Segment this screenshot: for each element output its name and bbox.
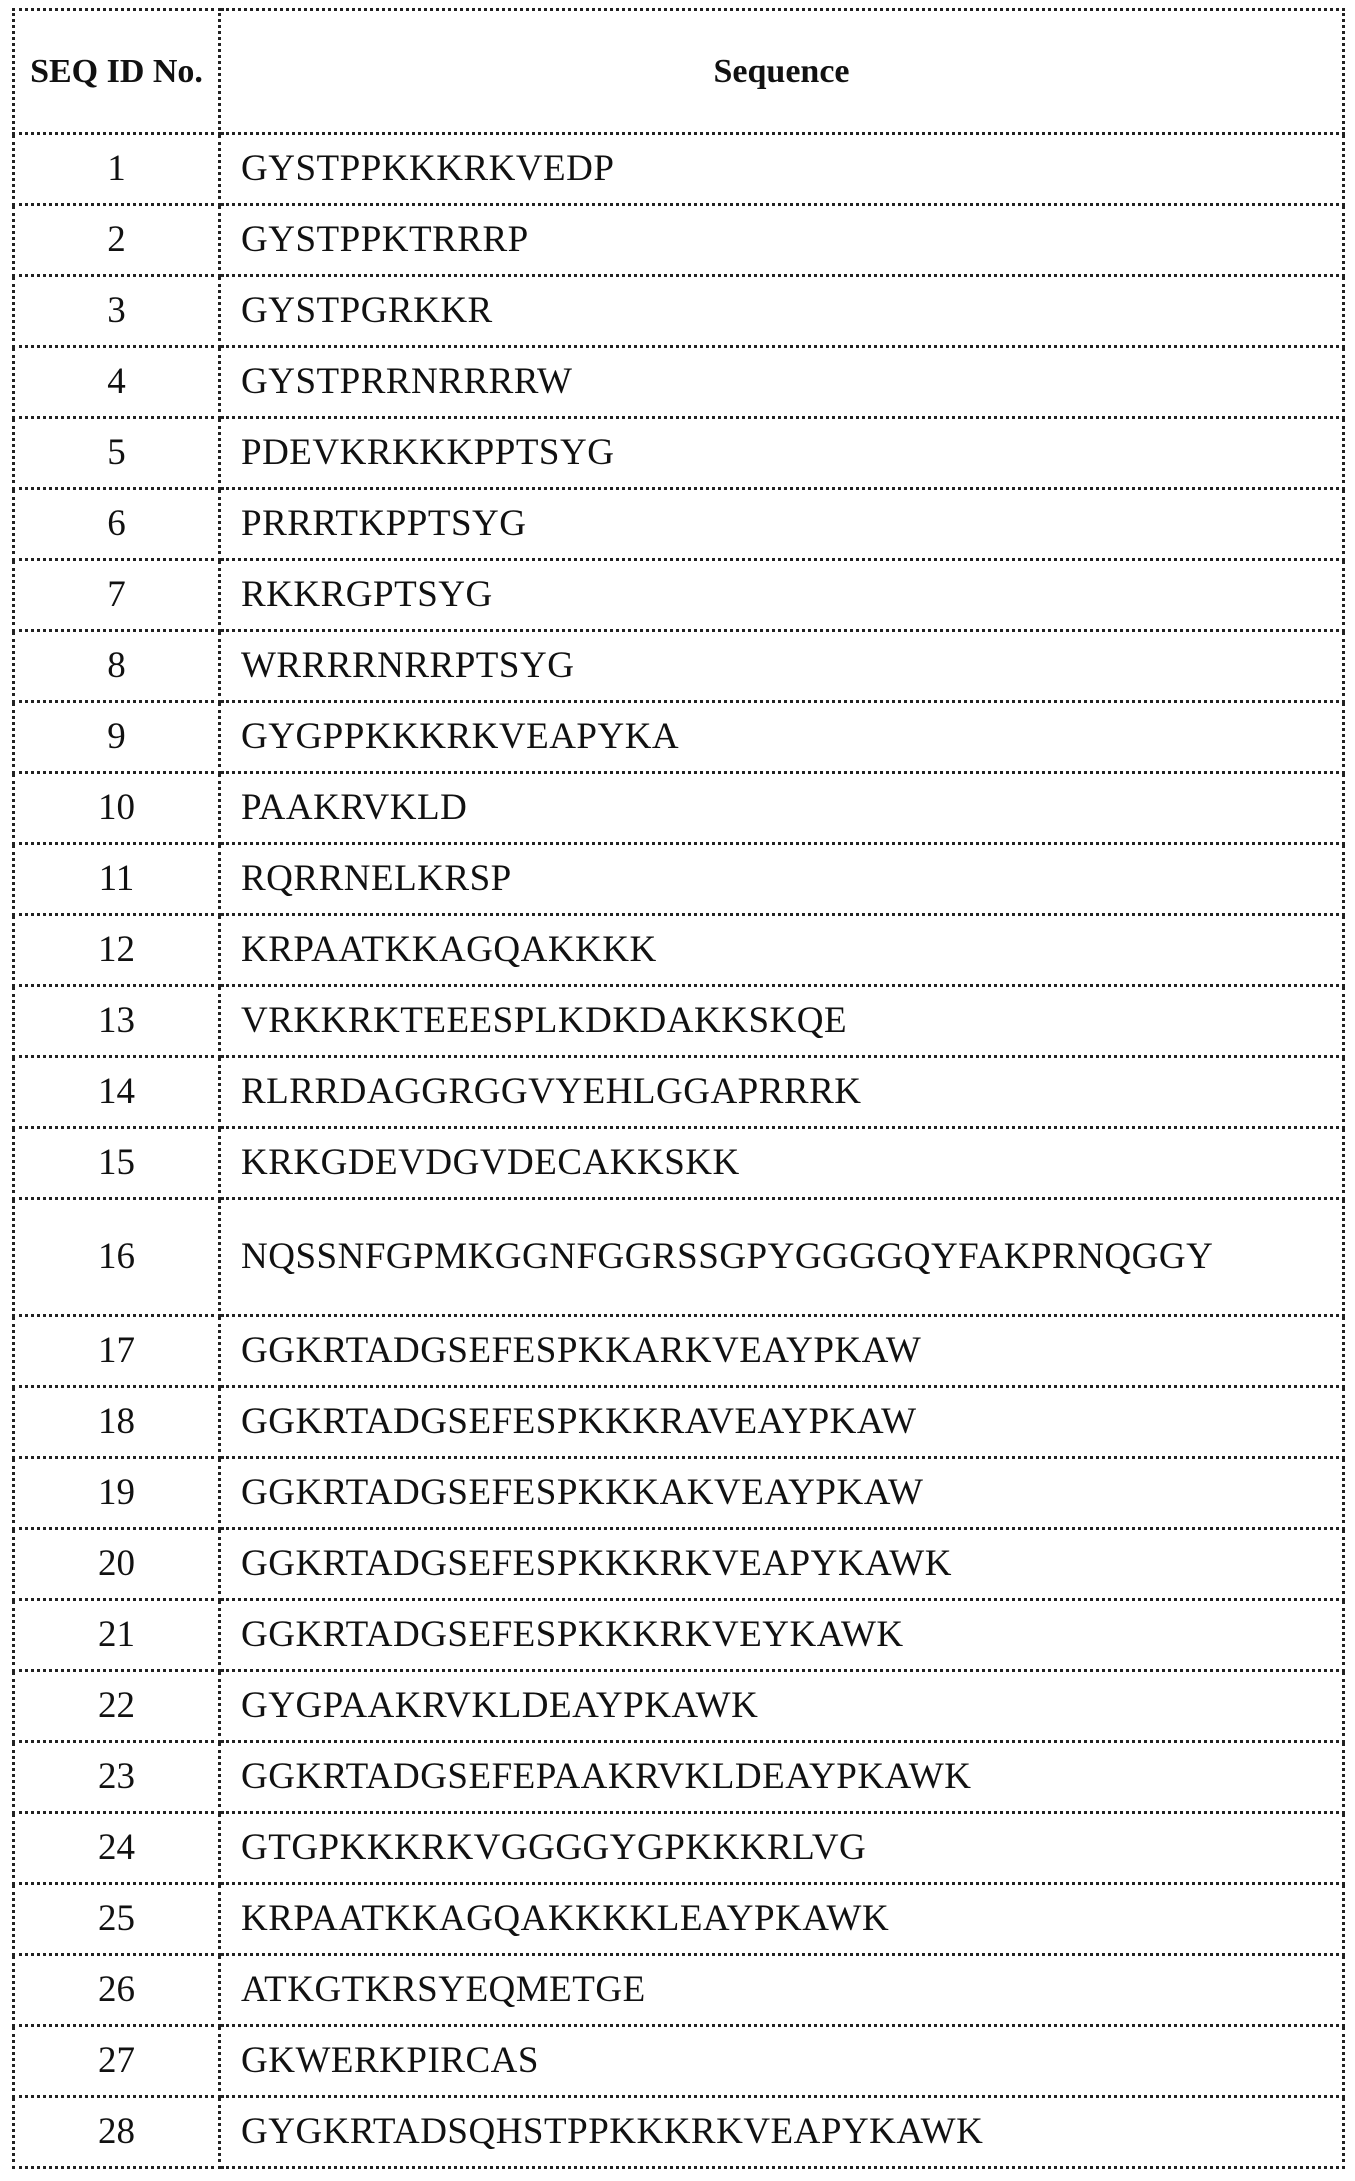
header-sequence: Sequence [220, 10, 1344, 134]
sequence-cell: PAAKRVKLD [220, 773, 1344, 844]
sequence-cell: GYSTPGRKKR [220, 276, 1344, 347]
sequence-cell: RQRRNELKRSP [220, 844, 1344, 915]
sequence-cell: GTGPKKKRKVGGGGYGPKKKRLVG [220, 1813, 1344, 1884]
seq-id-cell: 3 [14, 276, 220, 347]
table-row [14, 489, 1344, 560]
table-body [14, 134, 1344, 2168]
seq-id-cell: 1 [14, 134, 220, 205]
header-row [14, 10, 1344, 134]
seq-id-cell: 8 [14, 631, 220, 702]
sequence-cell: PDEVKRKKKPPTSYG [220, 418, 1344, 489]
table-row [14, 1884, 1344, 1955]
table-row [14, 1199, 1344, 1316]
seq-id-cell: 23 [14, 1742, 220, 1813]
sequence-cell: GGKRTADGSEFESPKKKRKVEYKAWK [220, 1600, 1344, 1671]
sequence-cell: GGKRTADGSEFESPKKKRAVEAYPKAW [220, 1387, 1344, 1458]
seq-id-cell: 14 [14, 1057, 220, 1128]
table-row [14, 276, 1344, 347]
seq-id-cell: 11 [14, 844, 220, 915]
table-row [14, 2097, 1344, 2168]
sequence-cell: NQSSNFGPMKGGNFGGRSSGPYGGGGQYFAKPRNQGGY [220, 1199, 1344, 1316]
table-row [14, 915, 1344, 986]
sequence-cell: GYGKRTADSQHSTPPKKKRKVEAPYKAWK [220, 2097, 1344, 2168]
table-row [14, 1458, 1344, 1529]
table-row [14, 1600, 1344, 1671]
seq-id-cell: 7 [14, 560, 220, 631]
seq-id-cell: 22 [14, 1671, 220, 1742]
seq-id-cell: 10 [14, 773, 220, 844]
header-seq-id: SEQ ID No. [14, 10, 220, 134]
table-row [14, 844, 1344, 915]
table-row [14, 1742, 1344, 1813]
seq-id-cell: 9 [14, 702, 220, 773]
table-row [14, 1955, 1344, 2026]
seq-id-cell: 28 [14, 2097, 220, 2168]
sequence-cell: GYSTPPKKKRKVEDP [220, 134, 1344, 205]
table-row [14, 1671, 1344, 1742]
sequence-cell: GYSTPPKTRRRP [220, 205, 1344, 276]
sequence-cell: KRPAATKKAGQAKKKKLEAYPKAWK [220, 1884, 1344, 1955]
table-row [14, 1128, 1344, 1199]
sequence-cell: GGKRTADGSEFESPKKARKVEAYPKAW [220, 1316, 1344, 1387]
seq-id-cell: 24 [14, 1813, 220, 1884]
sequence-cell: GGKRTADGSEFEPAAKRVKLDEAYPKAWK [220, 1742, 1344, 1813]
table-row [14, 134, 1344, 205]
sequence-cell: GYGPPKKKRKVEAPYKA [220, 702, 1344, 773]
table-row [14, 418, 1344, 489]
table-row [14, 2026, 1344, 2097]
sequence-cell: PRRRTKPPTSYG [220, 489, 1344, 560]
sequence-cell: WRRRRNRRPTSYG [220, 631, 1344, 702]
seq-id-cell: 16 [14, 1199, 220, 1316]
table-row [14, 702, 1344, 773]
seq-id-cell: 17 [14, 1316, 220, 1387]
table-row [14, 1316, 1344, 1387]
sequence-table [12, 8, 1345, 2169]
seq-id-cell: 25 [14, 1884, 220, 1955]
sequence-cell: KRPAATKKAGQAKKKK [220, 915, 1344, 986]
sequence-cell: GKWERKPIRCAS [220, 2026, 1344, 2097]
seq-id-cell: 12 [14, 915, 220, 986]
table-row [14, 1387, 1344, 1458]
table-row [14, 347, 1344, 418]
sequence-cell: VRKKRKTEEESPLKDKDAKKSKQE [220, 986, 1344, 1057]
sequence-cell: GYGPAAKRVKLDEAYPKAWK [220, 1671, 1344, 1742]
sequence-cell: GGKRTADGSEFESPKKKRKVEAPYKAWK [220, 1529, 1344, 1600]
sequence-cell: KRKGDEVDGVDECAKKSKK [220, 1128, 1344, 1199]
sequence-cell: ATKGTKRSYEQMETGE [220, 1955, 1344, 2026]
sequence-cell: RKKRGPTSYG [220, 560, 1344, 631]
seq-id-cell: 5 [14, 418, 220, 489]
seq-id-cell: 21 [14, 1600, 220, 1671]
table-row [14, 986, 1344, 1057]
table-row [14, 773, 1344, 844]
sequence-cell: RLRRDAGGRGGVYEHLGGAPRRRK [220, 1057, 1344, 1128]
sequence-cell: GYSTPRRNRRRRW [220, 347, 1344, 418]
table-row [14, 1529, 1344, 1600]
table-row [14, 1813, 1344, 1884]
table-row [14, 560, 1344, 631]
seq-id-cell: 2 [14, 205, 220, 276]
seq-id-cell: 4 [14, 347, 220, 418]
seq-id-cell: 19 [14, 1458, 220, 1529]
seq-id-cell: 18 [14, 1387, 220, 1458]
sequence-cell: GGKRTADGSEFESPKKKAKVEAYPKAW [220, 1458, 1344, 1529]
seq-id-cell: 15 [14, 1128, 220, 1199]
seq-id-cell: 6 [14, 489, 220, 560]
seq-id-cell: 27 [14, 2026, 220, 2097]
table-row [14, 205, 1344, 276]
table-row [14, 631, 1344, 702]
seq-id-cell: 20 [14, 1529, 220, 1600]
table-row [14, 1057, 1344, 1128]
seq-id-cell: 26 [14, 1955, 220, 2026]
seq-id-cell: 13 [14, 986, 220, 1057]
